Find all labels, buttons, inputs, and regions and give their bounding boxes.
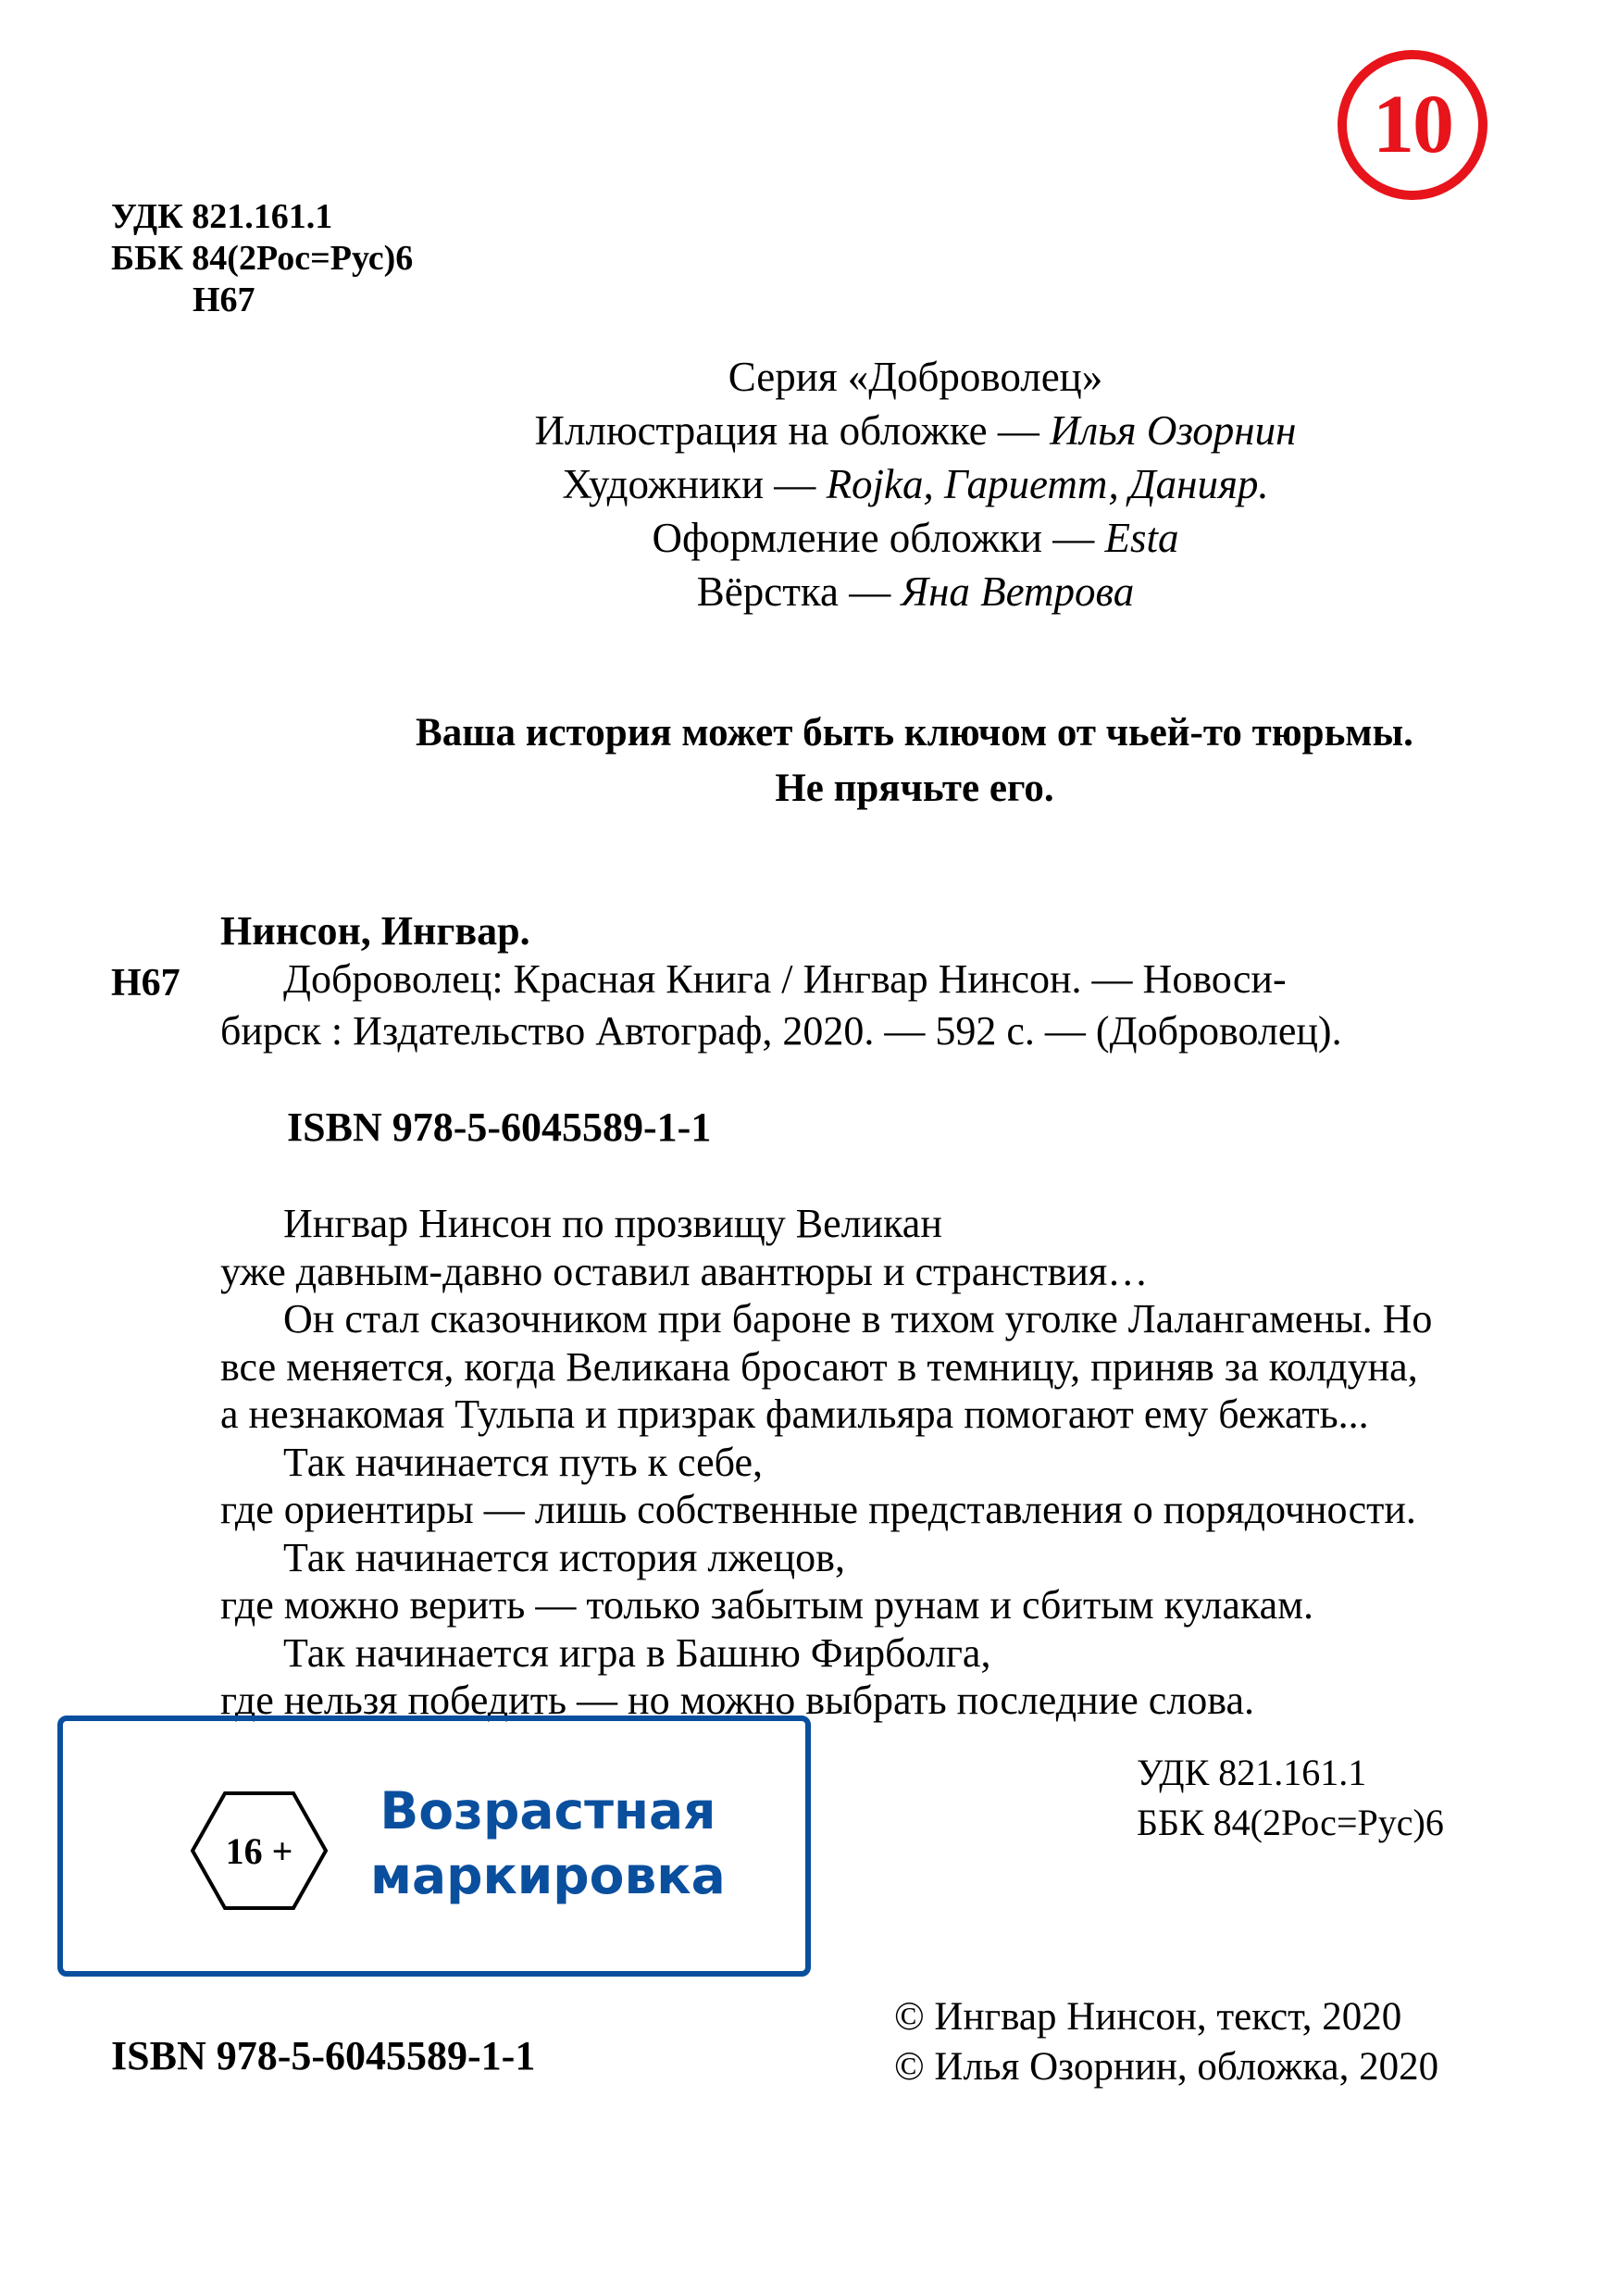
- artists-label: Художники —: [562, 461, 827, 507]
- artists-names: Rojka, Гариетт, Данияр.: [826, 461, 1269, 507]
- annotation-line: где нельзя победить — но можно выбрать последние слова.: [220, 1678, 1254, 1723]
- layout-label: Вёрстка —: [696, 568, 902, 615]
- page-number: 10: [1373, 79, 1452, 170]
- annotation-line: Он стал сказочником при бароне в тихом уголке Лалангамены. Но: [283, 1296, 1433, 1341]
- annotation-line: где можно верить — только забытым рунам и сбитым кулакам.: [220, 1582, 1313, 1628]
- description-line-1: Доброволец: Красная Книга / Ингвар Нинсон. — Новоси-: [283, 956, 1287, 1002]
- description-line-2: бирск : Издательство Автограф, 2020. — 592 с. — (Доброволец).: [220, 1008, 1342, 1054]
- udk-code: УДК 821.161.1: [111, 197, 333, 236]
- annotation-line: Ингвар Нинсон по прозвищу Великан: [283, 1201, 942, 1246]
- age-rating-box: [57, 1716, 811, 1977]
- age-rating-badge: [190, 1791, 329, 1911]
- age-rating-label: 16 +: [225, 1829, 293, 1872]
- motto-line-1: Ваша история может быть ключом от чьей-то тюрьмы.: [416, 711, 1413, 755]
- copyright-text: © Ингвар Нинсон, текст, 2020: [894, 1995, 1402, 2039]
- bibliographic-description: [220, 954, 1479, 1057]
- classification-codes: [111, 196, 413, 321]
- bbk-code: ББК 84(2Рос=Рус)6: [111, 239, 414, 278]
- annotation-line: Так начинается история лжецов,: [283, 1534, 845, 1580]
- cover-design-label: Оформление обложки —: [652, 515, 1105, 561]
- bbk-code-repeat: ББК 84(2Рос=Рус)6: [1137, 1802, 1444, 1843]
- cover-design-line: [213, 511, 1618, 565]
- credits-block: [0, 350, 1618, 618]
- annotation-line: Так начинается путь к себе,: [283, 1439, 763, 1485]
- copyright-cover: © Илья Озорнин, обложка, 2020: [894, 2045, 1439, 2089]
- udk-code-repeat: УДК 821.161.1: [1137, 1752, 1367, 1793]
- annotation-line: уже давным-давно оставил авантюры и странствия…: [220, 1248, 1149, 1294]
- cover-design-name: Esta: [1104, 515, 1179, 561]
- annotation-line: все меняется, когда Великана бросают в темницу, приняв за колдуна,: [220, 1343, 1418, 1390]
- age-rating-text-line-2: маркировка: [370, 1846, 726, 1905]
- illustration-label: Иллюстрация на обложке —: [534, 407, 1051, 454]
- motto: [0, 705, 1618, 817]
- entry-cutter-code: Н67: [111, 962, 180, 1004]
- artists-line: [213, 457, 1618, 511]
- page-number-seal: [1338, 50, 1487, 200]
- annotation-line: Так начинается игра в Башню Фирболга,: [283, 1629, 991, 1676]
- series-line: Серия «Доброволец»: [728, 354, 1103, 400]
- cutter-code: Н67: [193, 281, 255, 319]
- isbn-bottom: ISBN 978-5-6045589-1-1: [111, 2033, 536, 2078]
- illustration-line: [213, 404, 1618, 457]
- author-heading: Нинсон, Ингвар.: [220, 908, 530, 954]
- isbn-entry: ISBN 978-5-6045589-1-1: [287, 1104, 712, 1150]
- layout-line: [213, 565, 1618, 618]
- annotation-line: а незнакомая Тульпа и призрак фамильяра помогают ему бежать...: [220, 1391, 1369, 1437]
- annotation: [220, 1200, 1432, 1725]
- copyright-block: [894, 1992, 1438, 2092]
- annotation-line: где ориентиры — лишь собственные представления о порядочности.: [220, 1487, 1416, 1532]
- age-rating-text: [370, 1778, 726, 1908]
- age-rating-text-line-1: Возрастная: [380, 1781, 716, 1841]
- motto-line-2: Не прячьте его.: [775, 767, 1054, 810]
- illustration-name: Илья Озорнин: [1050, 407, 1297, 454]
- classification-codes-repeat: [1137, 1748, 1444, 1848]
- layout-name: Яна Ветрова: [901, 568, 1135, 615]
